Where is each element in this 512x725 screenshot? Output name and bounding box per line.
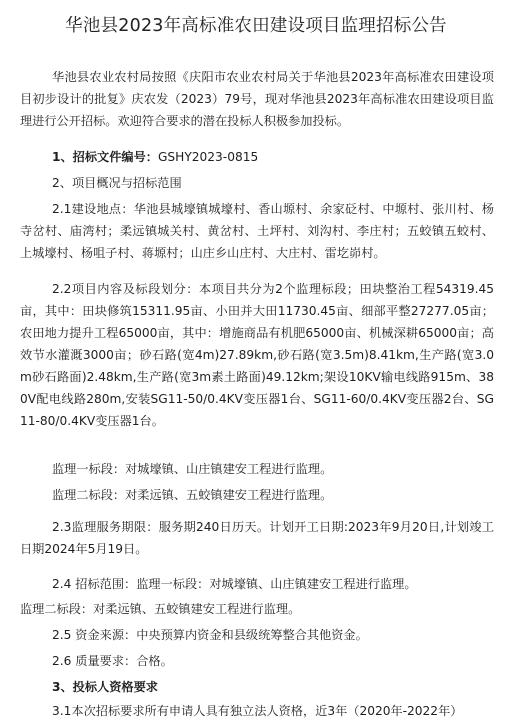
tender-number-value: GSHY2023-0815 — [157, 150, 259, 164]
construction-location-paragraph: 2.1建设地点：华池县城壕镇城壕村、香山塬村、余家砭村、中塬村、张川村、杨寺岔村、庙湾村；柔远镇城关村、黄岔村、土坪村、刘沟村、李庄村；五蛟镇五蛟村、上城壕村、杨咀子村、蒋塬村；山庄乡山庄村、大庄村、雷圪峁村。 — [20, 202, 494, 260]
lot-2-line: 监理二标段：对柔远镇、五蛟镇建安工程进行监理。 — [52, 488, 333, 502]
tender-number-label: 1、招标文件编号： — [52, 150, 158, 164]
section-2-heading: 2、项目概况与招标范围 — [52, 176, 182, 190]
qualification-3-1-line: 3.1本次招标要求所有申请人具有独立法人资格，近3年（2020年-2022年） — [52, 704, 463, 718]
tender-number-line — [52, 146, 492, 168]
intro-paragraph: 华池县农业农村局按照《庆阳市农业农村局关于华池县2023年高标准农田建设项目初步设计的批复》庆农发（2023）79号，现对华池县2023年高标准农田建设项目监理进行公开招标。欢迎符合要求的潜在投标人积极参加投标。 — [20, 70, 494, 128]
quality-requirement-line: 2.6 质量要求：合格。 — [52, 654, 173, 668]
service-period-paragraph: 2.3监理服务期限：服务期240日历天。计划开工日期:2023年9月20日,计划竣工日期2024年5月19日。 — [20, 520, 494, 556]
tender-scope-lot-2-line: 监理二标段：对柔远镇、五蛟镇建安工程进行监理。 — [20, 602, 301, 616]
project-content-paragraph: 2.2项目内容及标段划分：本项目共分为2个监理标段；田块整治工程54319.45亩，其中：田块修筑15311.95亩、小田并大田11730.45亩、细部平整27277.05亩；农田地力提升工程65000亩，其中：增施商品有机肥65000亩、机械深耕65000亩；高效节水灌溉3000亩；砂石路(宽4m)27.89km,砂石路(宽3.5m)8.41km,生产路(宽3.0m砂石路面)2.48km,生产路(宽3m素土路面)49.12km;架设10KV输电线路915m、380V配电线路280m,安装SG11-50/0.4KV变压器1台、SG11-60/0.4KV变压器2台、SG11-80/0.4KV变压器1台。 — [20, 282, 494, 428]
section-3-heading: 3、投标人资格要求 — [52, 680, 158, 694]
tender-scope-line: 2.4 招标范围：监理一标段：对城壕镇、山庄镇建安工程进行监理。 — [52, 577, 417, 591]
lot-1-line: 监理一标段：对城壕镇、山庄镇建安工程进行监理。 — [52, 462, 333, 476]
document-title: 华池县2023年高标准农田建设项目监理招标公告 — [65, 16, 447, 36]
funding-source-line: 2.5 资金来源：中央预算内资金和县级统筹整合其他资金。 — [52, 628, 368, 642]
